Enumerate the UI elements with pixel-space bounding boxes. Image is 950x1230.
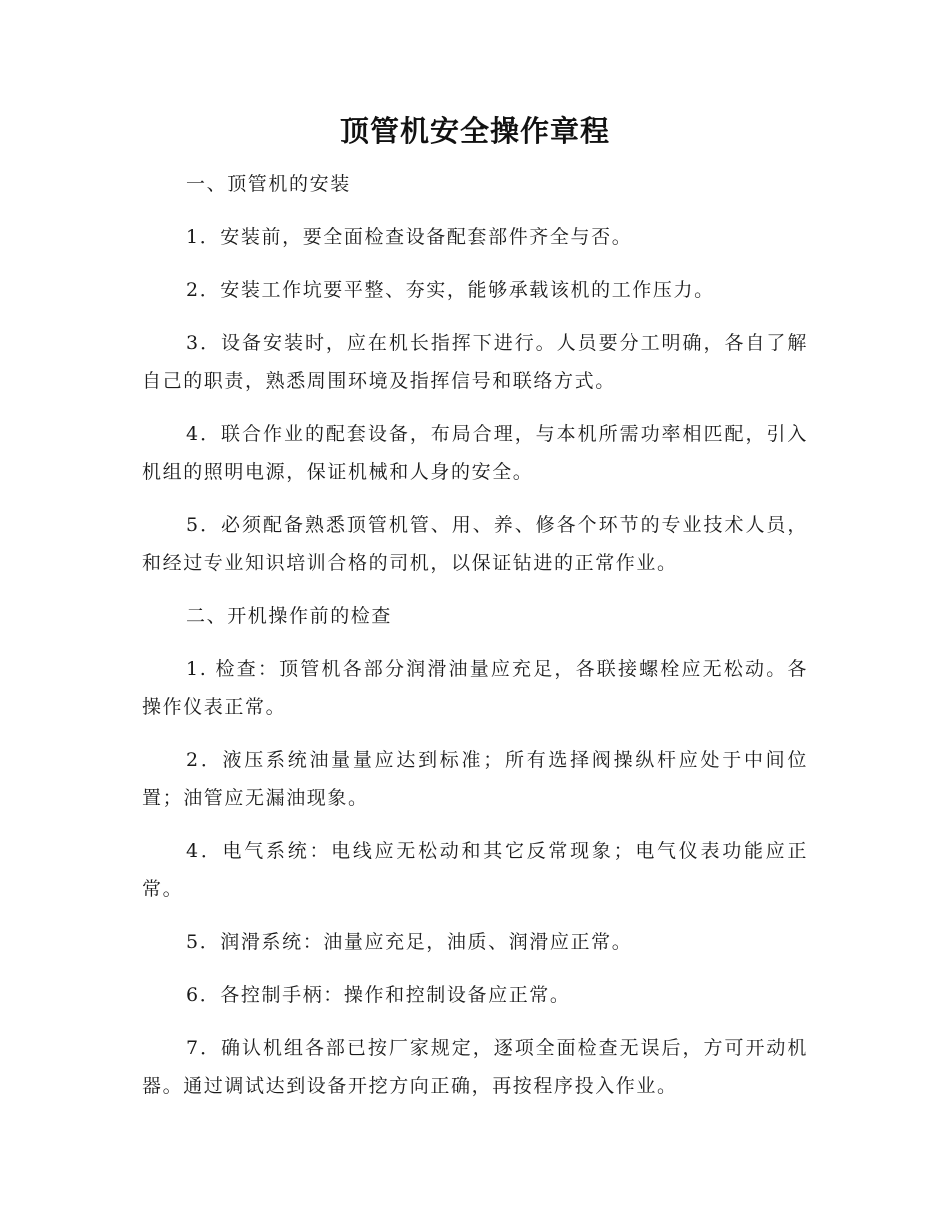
- paragraph: 5．润滑系统：油量应充足，油质、润滑应正常。: [186, 931, 633, 953]
- paragraph: 2．安装工作坑要平整、夯实，能够承载该机的工作压力。: [186, 279, 715, 301]
- paragraph: 3．设备安装时，应在机长指挥下进行。人员要分工明确，各自了解自己的职责，熟悉周围环境及指挥信号和联络方式。: [142, 332, 808, 392]
- paragraph: 7．确认机组各部已按厂家规定，逐项全面检查无误后，方可开动机器。通过调试达到设备开挖方向正确，再按程序投入作业。: [142, 1037, 808, 1097]
- section-heading-installation: 一、顶管机的安装: [186, 173, 351, 195]
- section-heading-pre-operation-check: 二、开机操作前的检查: [186, 605, 393, 627]
- paragraph: 4．联合作业的配套设备，布局合理，与本机所需功率相匹配，引入机组的照明电源，保证机械和人身的安全。: [142, 423, 808, 483]
- document-title: 顶管机安全操作章程: [339, 114, 610, 148]
- document-body: [142, 165, 808, 1120]
- paragraph: 1．安装前，要全面检查设备配套部件齐全与否。: [186, 226, 633, 248]
- paragraph: 1. 检查：顶管机各部分润滑油量应充足，各联接螺栓应无松动。各操作仪表正常。: [142, 658, 808, 718]
- paragraph: 6．各控制手柄：操作和控制设备应正常。: [186, 984, 571, 1006]
- paragraph: 2．液压系统油量量应达到标准；所有选择阀操纵杆应处于中间位置；油管应无漏油现象。: [142, 749, 808, 809]
- paragraph: 4．电气系统：电线应无松动和其它反常现象；电气仪表功能应正常。: [142, 840, 808, 900]
- paragraph: 5．必须配备熟悉顶管机管、用、养、修各个环节的专业技术人员，和经过专业知识培训合格的司机，以保证钻进的正常作业。: [142, 514, 808, 574]
